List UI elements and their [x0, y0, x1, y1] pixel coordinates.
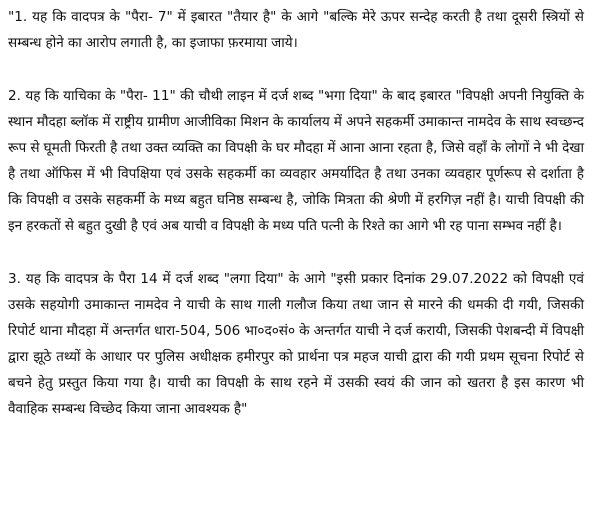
- paragraph-2: 2. यह कि याचिका के "पैरा- 11" की चौथी लाइन में दर्ज शब्द "भगा दिया" के बाद इबारत "विपक्षी अपनी नियुक्ति के स्थान मौदहा ब्लॉक में राष्ट्रीय ग्रामीण आजीविका मिशन के कार्यालय में अपने सहकर्मी उमाकान्त नामदेव के साथ स्वच्छन्द रूप से घूमती फिरती है तथा उक्त व्यक्ति का विपक्षी के घर मौदहा में आना आना रहता है, जिसे वहाँ के लोगों ने भी देखा है तथा ऑफिस में भी विपक्षिया एवं उसके सहकर्मी का व्यवहार अमर्यादित है तथा उनका व्यवहार पूर्णरूप से दर्शाता है कि विपक्षी व उसके सहकर्मी के मध्य बहुत घनिष्ठ सम्बन्ध है, जोकि मित्रता की श्रेणी में हरगिज़ नहीं है। याची विपक्षी की इन हरकतों से बहुत दुखी है एवं अब याची व विपक्षी के मध्य पति पत्नी के रिश्ते का आगे भी रह पाना सम्भव नहीं है।: [8, 88, 584, 234]
- paragraph-3: 3. यह कि वादपत्र के पैरा 14 में दर्ज शब्द "लगा दिया" के आगे "इसी प्रकार दिनांक 29.07.2022 को विपक्षी एवं उसके सहयोगी उमाकान्त नामदेव ने याची के साथ गाली गलौज किया तथा जान से मारने की धमकी दी गयी, जिसकी रिपोर्ट थाना मौदहा में अन्तर्गत धारा-504, 506 भा०द०सं० के अन्तर्गत याची ने दर्ज करायी, जिसकी पेशबन्दी में विपक्षी द्वारा झूठे तथ्यों के आधार पर पुलिस अधीक्षक हमीरपुर को प्रार्थना पत्र महज याची द्वारा की गयी प्रथम सूचना रिपोर्ट से बचने हेतु प्रस्तुत किया गया है। याची का विपक्षी के साथ रहने में उसकी स्वयं की जान को खतरा है इस कारण भी वैवाहिक सम्बन्ध विच्छेद किया जाना आवश्यक है": [8, 271, 584, 417]
- paragraph-1: "1. यह कि वादपत्र के "पैरा- 7" में इबारत "तैयार है" के आगे "बल्कि मेरे ऊपर सन्देह करती है तथा दूसरी स्त्रियों से सम्बन्ध होने का आरोप लगाती है, का इजाफा फ़रमाया जाये।: [8, 9, 584, 51]
